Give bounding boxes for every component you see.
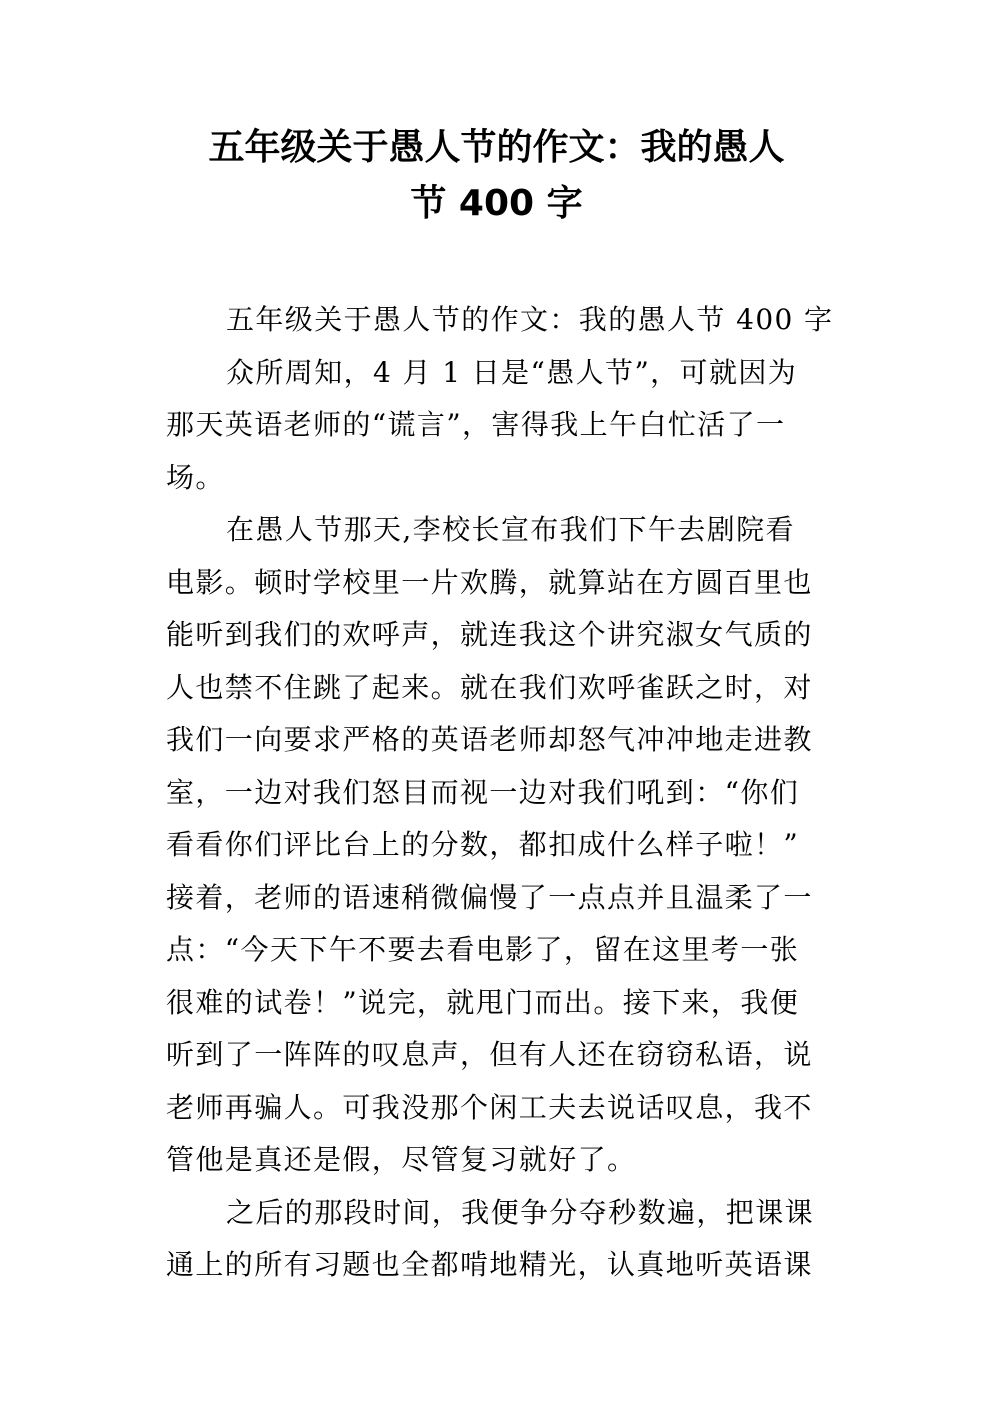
- body-line: 之后的那段时间，我便争分夺秒数遍，把课课: [226, 1195, 815, 1229]
- body-line: 接着，老师的语速稍微偏慢了一点点并且温柔了一: [166, 880, 813, 914]
- body-line: 点：“今天下午不要去看电影了，留在这里考一张: [166, 933, 800, 966]
- body-line: 室，一边对我们怒目而视一边对我们吼到：“你们: [166, 775, 800, 809]
- body-line: 众所周知，4 月 1 日是“愚人节”，可就因为: [226, 355, 798, 389]
- body-line: 人也禁不住跳了起来。就在我们欢呼雀跃之时，对: [166, 670, 813, 704]
- body-line: 电影。顿时学校里一片欢腾，就算站在方圆百里也: [166, 565, 813, 599]
- body-line: 看看你们评比台上的分数，都扣成什么样子啦！”: [166, 828, 800, 861]
- body-line: 场。: [166, 460, 225, 494]
- title-line-1: 五年级关于愚人节的作文：我的愚人: [208, 127, 785, 168]
- body-line: 老师再骗人。可我没那个闲工夫去说话叹息，我不: [166, 1090, 813, 1124]
- document-body: [166, 294, 834, 1292]
- body-line: 在愚人节那天,李校长宣布我们下午去剧院看: [226, 513, 795, 546]
- body-line: 那天英语老师的“谎言”，害得我上午白忙活了一: [166, 408, 786, 441]
- document-title: [150, 120, 843, 232]
- body-line: 很难的试卷！”说完，就甩门而出。接下来，我便: [166, 985, 800, 1019]
- body-line: 通上的所有习题也全都啃地精光，认真地听英语课: [166, 1248, 813, 1281]
- body-line: 管他是真还是假，尽管复习就好了。: [166, 1143, 637, 1176]
- title-line-2: 节 400 字: [410, 183, 583, 224]
- body-line: 能听到我们的欢呼声，就连我这个讲究淑女气质的: [166, 618, 813, 651]
- body-line: 听到了一阵阵的叹息声，但有人还在窃窃私语，说: [166, 1038, 813, 1071]
- body-line: 我们一向要求严格的英语老师却怒气冲冲地走进教: [166, 723, 813, 756]
- body-line: 五年级关于愚人节的作文：我的愚人节 400 字: [226, 303, 834, 336]
